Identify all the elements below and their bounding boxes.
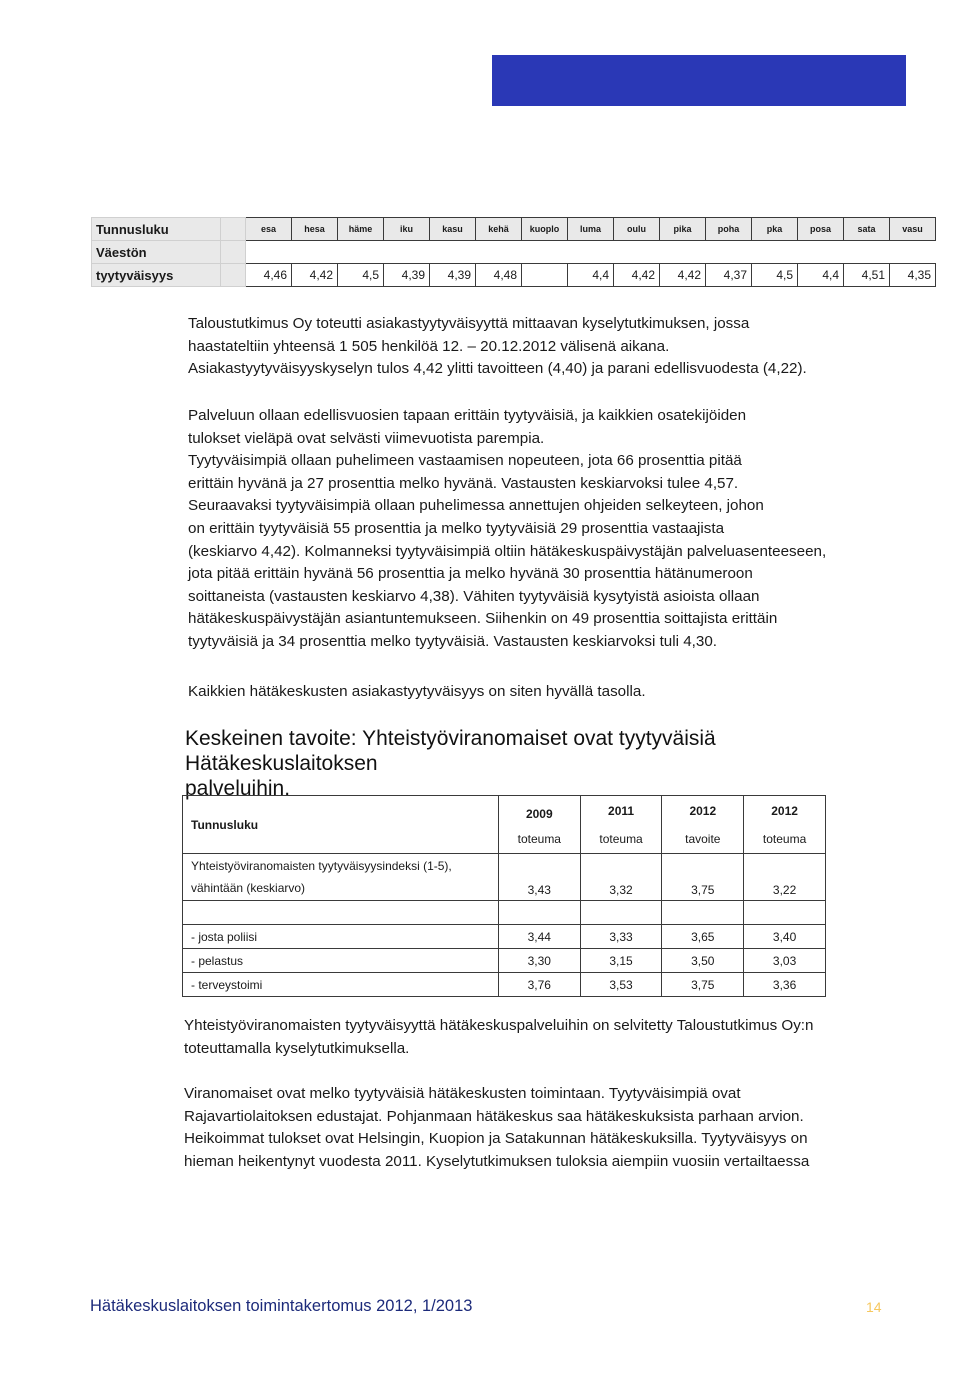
region-value: 4,5 [752, 264, 798, 287]
region-satisfaction-table [91, 217, 936, 287]
kpi-kind: toteuma [498, 825, 580, 854]
region-header: poha [706, 218, 752, 241]
kpi-year: 2011 [580, 796, 662, 826]
kpi-spacer-row [183, 901, 826, 925]
kpi-value: 3,32 [580, 854, 662, 901]
kpi-value: 3,43 [498, 854, 580, 901]
text-line: on erittäin tyytyväisiä 55 prosenttia ja melko tyytyväisiä 29 prosenttia vastaajista [188, 519, 725, 537]
region-value: 4,51 [844, 264, 890, 287]
brand-bar [492, 55, 906, 106]
region-value: 4,4 [798, 264, 844, 287]
region-header: kuoplo [522, 218, 568, 241]
kpi-year: 2009 [498, 796, 580, 826]
kpi-kind: toteuma [744, 825, 826, 854]
text-line: jota pitää erittäin hyvänä 56 prosenttia ja melko hyvänä 30 prosenttia hätänumeroon [188, 565, 753, 583]
region-value: 4,39 [430, 264, 476, 287]
region-value: 4,42 [292, 264, 338, 287]
region-header: sata [844, 218, 890, 241]
region-header: iku [384, 218, 430, 241]
text-line: hätäkeskuspäivystäjän asiantuntemukseen. Siihenkin on 49 prosenttia soittajista erittäin [188, 610, 778, 628]
kpi-value: 3,15 [580, 949, 662, 973]
region-values-row [92, 264, 936, 287]
text-line: Seuraavaksi tyytyväisimpiä ollaan puhelimessa annettujen ohjeiden selkeyteen, johon [188, 497, 764, 515]
kpi-value: 3,44 [498, 925, 580, 949]
authorities-paragraph [184, 1083, 809, 1173]
region-value: 4,46 [246, 264, 292, 287]
kpi-value: 3,36 [744, 973, 826, 997]
kpi-value: 3,50 [662, 949, 744, 973]
region-value [522, 264, 568, 287]
text-line: soittaneista (vastausten keskiarvo 4,38). Vähiten tyytyväisiä kysytyistä asioista ollaan [188, 587, 760, 605]
text-line: erittäin hyvänä ja 27 prosenttia melko hyvänä. Vastausten keskiarvoksi tulee 4,57. [188, 474, 739, 492]
kpi-sub-label: - josta poliisi [183, 925, 499, 949]
kpi-year: 2012 [744, 796, 826, 826]
tyytyvaisyys-label: tyytyväisyys [92, 264, 221, 287]
region-header: posa [798, 218, 844, 241]
region-header: kehä [476, 218, 522, 241]
tunnusluku-label: Tunnusluku [92, 218, 221, 241]
text-line: tyytyväisiä ja 34 prosenttia melko tyytyväisiä. Vastausten keskiarvoksi tuli 4,30. [188, 632, 717, 650]
heading-line: palveluihin. [185, 777, 291, 800]
region-value: 4,48 [476, 264, 522, 287]
vaeston-label: Väestön [92, 241, 221, 264]
region-header: pka [752, 218, 798, 241]
conclusion-paragraph [188, 681, 646, 704]
kpi-table [182, 795, 826, 997]
kpi-kind: tavoite [662, 825, 744, 854]
footer-title: Hätäkeskuslaitoksen toimintakertomus 2012, 1/2013 [90, 1297, 473, 1315]
kpi-year-row [183, 796, 826, 826]
kpi-sub-row [183, 925, 826, 949]
text-line: Palveluun ollaan edellisvuosien tapaan erittäin tyytyväisiä, ja kaikkien osatekijöiden [188, 407, 747, 424]
kpi-value: 3,53 [580, 973, 662, 997]
region-header: pika [660, 218, 706, 241]
region-value: 4,4 [568, 264, 614, 287]
region-value: 4,42 [614, 264, 660, 287]
page-number: 14 [866, 1299, 882, 1315]
heading-line: Keskeinen tavoite: Yhteistyöviranomaiset ovat tyytyväisiä Hätäkeskuslaitoksen [185, 727, 716, 775]
kpi-main-label [183, 854, 499, 901]
region-value: 4,42 [660, 264, 706, 287]
satisfaction-details-paragraph [188, 405, 826, 654]
kpi-value: 3,33 [580, 925, 662, 949]
text-line: tulokset vieläpä ovat selvästi viimevuotista parempia. [188, 429, 545, 447]
region-header: häme [338, 218, 384, 241]
region-header: esa [246, 218, 292, 241]
kpi-main-label-line: Yhteistyöviranomaisten tyytyväisyysindeksi (1-5), [191, 859, 452, 873]
text-line: Tyytyväisimpiä ollaan puhelimeen vastaamisen nopeuteen, jota 66 prosenttia pitää [188, 452, 742, 470]
kpi-value: 3,76 [498, 973, 580, 997]
kpi-sub-label: - terveystoimi [183, 973, 499, 997]
text-line: Asiakastyytyväisyyskyselyn tulos 4,42 ylitti tavoitteen (4,40) ja parani edellisvuodesta (4,22). [188, 360, 807, 378]
region-header: luma [568, 218, 614, 241]
kpi-year: 2012 [662, 796, 744, 826]
kpi-value: 3,75 [662, 854, 744, 901]
kpi-value: 3,30 [498, 949, 580, 973]
region-value: 4,37 [706, 264, 752, 287]
kpi-sub-label: - pelastus [183, 949, 499, 973]
region-header: hesa [292, 218, 338, 241]
region-value: 4,39 [384, 264, 430, 287]
kpi-sub-row [183, 973, 826, 997]
region-value: 4,35 [890, 264, 936, 287]
section-heading [185, 726, 885, 801]
text-line: toteuttamalla kyselytutkimuksella. [184, 1039, 410, 1057]
text-line: Heikoimmat tulokset ovat Helsingin, Kuopion ja Satakunnan hätäkeskuksilla. Tyytyväisyys on [184, 1130, 808, 1148]
kpi-value: 3,40 [744, 925, 826, 949]
region-header: vasu [890, 218, 936, 241]
kpi-value: 3,75 [662, 973, 744, 997]
kpi-label-header: Tunnusluku [183, 796, 499, 854]
text-line: haastateltiin yhteensä 1 505 henkilöä 12. – 20.12.2012 välisenä aikana. [188, 337, 670, 355]
region-value: 4,5 [338, 264, 384, 287]
kpi-main-label-line: vähintään (keskiarvo) [191, 881, 306, 895]
kpi-value: 3,03 [744, 949, 826, 973]
text-line: Rajavartiolaitoksen edustajat. Pohjanmaan hätäkeskus saa hätäkeskuksista parhaan arvion. [184, 1107, 804, 1125]
region-header-row [92, 218, 936, 241]
region-header: oulu [614, 218, 660, 241]
kpi-value: 3,22 [744, 854, 826, 901]
kpi-value: 3,65 [662, 925, 744, 949]
text-line: Kaikkien hätäkeskusten asiakastyytyväisyys on siten hyvällä tasolla. [188, 683, 646, 700]
survey-summary-paragraph [188, 313, 807, 381]
kpi-sub-row [183, 949, 826, 973]
text-line: Viranomaiset ovat melko tyytyväisiä hätäkeskusten toimintaan. Tyytyväisimpiä ovat [184, 1085, 741, 1102]
text-line: Yhteistyöviranomaisten tyytyväisyyttä hätäkeskuspalveluihin on selvitetty Taloustutkimus Oy:n [184, 1017, 814, 1034]
text-line: hieman heikentynyt vuodesta 2011. Kyselytutkimuksen tuloksia aiempiin vuosiin vertailtaessa [184, 1152, 810, 1170]
text-line: Taloustutkimus Oy toteutti asiakastyytyväisyyttä mittaavan kyselytutkimuksen, jossa [188, 315, 750, 332]
cooperation-survey-paragraph [184, 1015, 813, 1060]
text-line: (keskiarvo 4,42). Kolmanneksi tyytyväisimpiä oltiin hätäkeskuspäivystäjän palveluasenteeseen, [188, 542, 827, 560]
kpi-kind: toteuma [580, 825, 662, 854]
region-subheader-row [92, 241, 936, 264]
region-header: kasu [430, 218, 476, 241]
kpi-main-row [183, 854, 826, 901]
